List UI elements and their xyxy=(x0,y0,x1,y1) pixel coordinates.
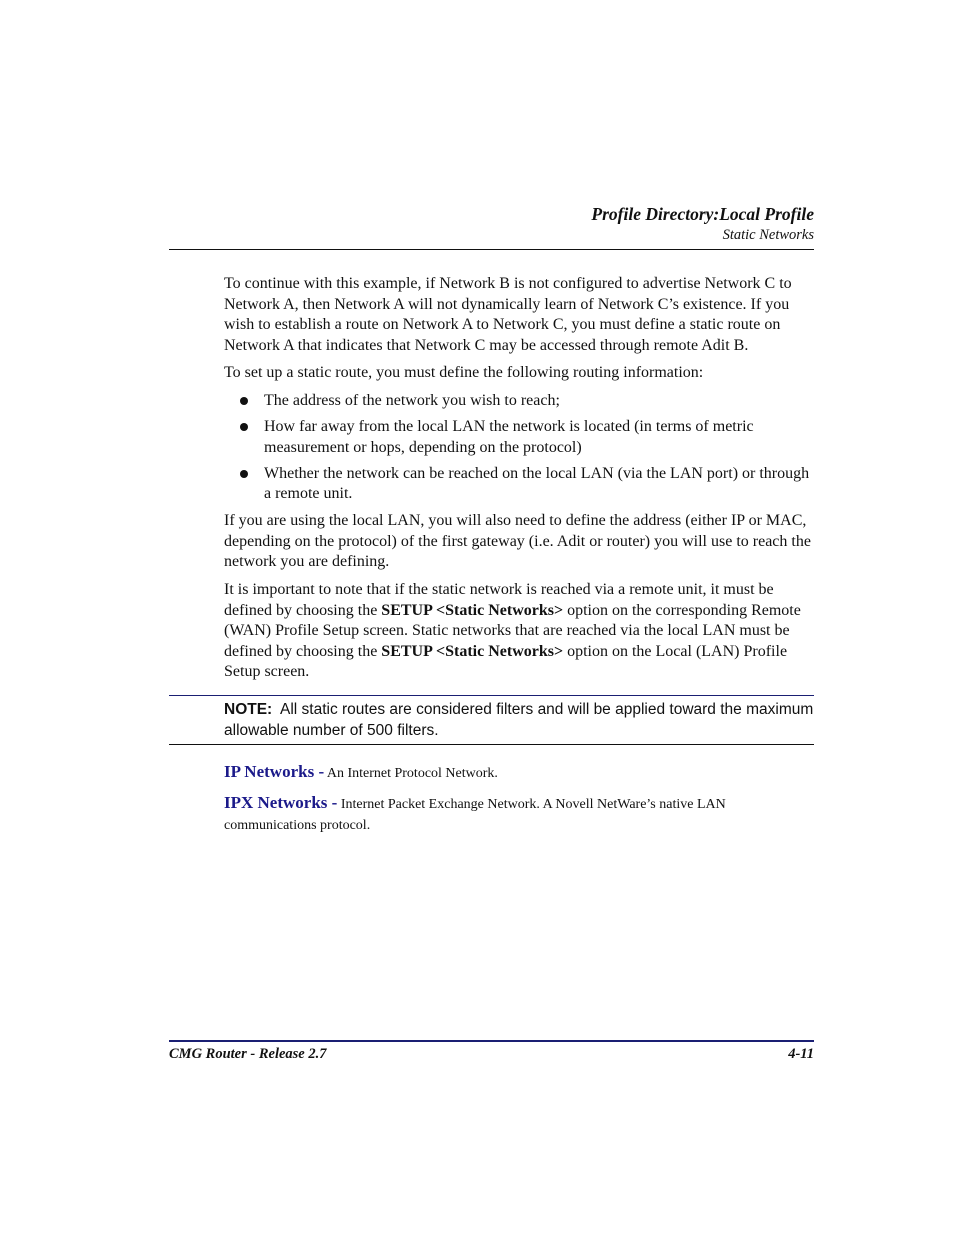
note-label: NOTE: xyxy=(224,701,273,718)
note-text: All static routes are considered filters and will be applied toward the maximum allowable number of 500 filters. xyxy=(224,701,814,739)
paragraph-setup xyxy=(224,580,814,683)
paragraph-local-lan: If you are using the local LAN, you will also need to define the address (either IP or MAC, depending on the protocol) of the first gateway (i.e. Adit or router) you will use to reach the network you are defining. xyxy=(224,512,811,570)
menu-reference: SETUP <Static Networks> xyxy=(381,601,564,619)
header-rule xyxy=(169,249,814,250)
definition-term: IP Networks - xyxy=(224,762,325,781)
list-item xyxy=(240,464,814,505)
bullet-icon xyxy=(240,423,248,431)
definition-ipx-networks xyxy=(224,793,814,836)
footer-product: CMG Router - Release 2.7 xyxy=(169,1046,327,1062)
paragraph-intro: To set up a static route, you must define the following routing information: xyxy=(224,364,704,381)
menu-reference: SETUP <Static Networks> xyxy=(381,642,564,660)
paragraph-text: option on the Local (LAN) Profile Setup screen. xyxy=(224,642,788,680)
paragraph-example: To continue with this example, if Network B is not configured to advertise Network C to Network A, then Network A will not dynamically learn of Network C’s existence. If you wish to establish a route on Network A to Network C, you must define a static route on Network A that indicates that Network C may be accessed through remote Adit B. xyxy=(224,275,792,354)
paragraph-text: option on the corresponding Remote (WAN) Profile Setup screen. Static networks that are reached via the local LAN must be defined by choosing the xyxy=(224,601,801,660)
bullet-icon xyxy=(240,397,248,405)
page-number: 4-11 xyxy=(788,1046,814,1062)
paragraph-text: It is important to note that if the static network is reached via a remote unit, it must be defined by choosing the xyxy=(224,581,774,619)
note-rule-top xyxy=(169,695,814,696)
list-item-text: How far away from the local LAN the network is located (in terms of metric measurement or hops, depending on the protocol) xyxy=(264,418,754,456)
list-item-text: Whether the network can be reached on the local LAN (via the LAN port) or through a remote unit. xyxy=(264,464,810,502)
definition-term: IPX Networks - xyxy=(224,793,338,812)
footer-rule xyxy=(169,1040,814,1042)
definition-text: Internet Packet Exchange Network. A Novell NetWare’s native LAN communications protocol. xyxy=(224,797,726,833)
definition-text: An Internet Protocol Network. xyxy=(326,766,498,781)
list-item xyxy=(240,417,814,458)
note-rule-bottom xyxy=(169,744,814,745)
list-item-text: The address of the network you wish to reach; xyxy=(264,392,560,409)
list-item xyxy=(240,391,814,412)
running-header-title: Profile Directory:Local Profile xyxy=(591,204,814,224)
running-header-subtitle: Static Networks xyxy=(722,227,814,243)
routing-info-list xyxy=(240,391,814,510)
definition-ip-networks xyxy=(224,762,814,785)
bullet-icon xyxy=(240,470,248,478)
note-box xyxy=(224,700,814,741)
